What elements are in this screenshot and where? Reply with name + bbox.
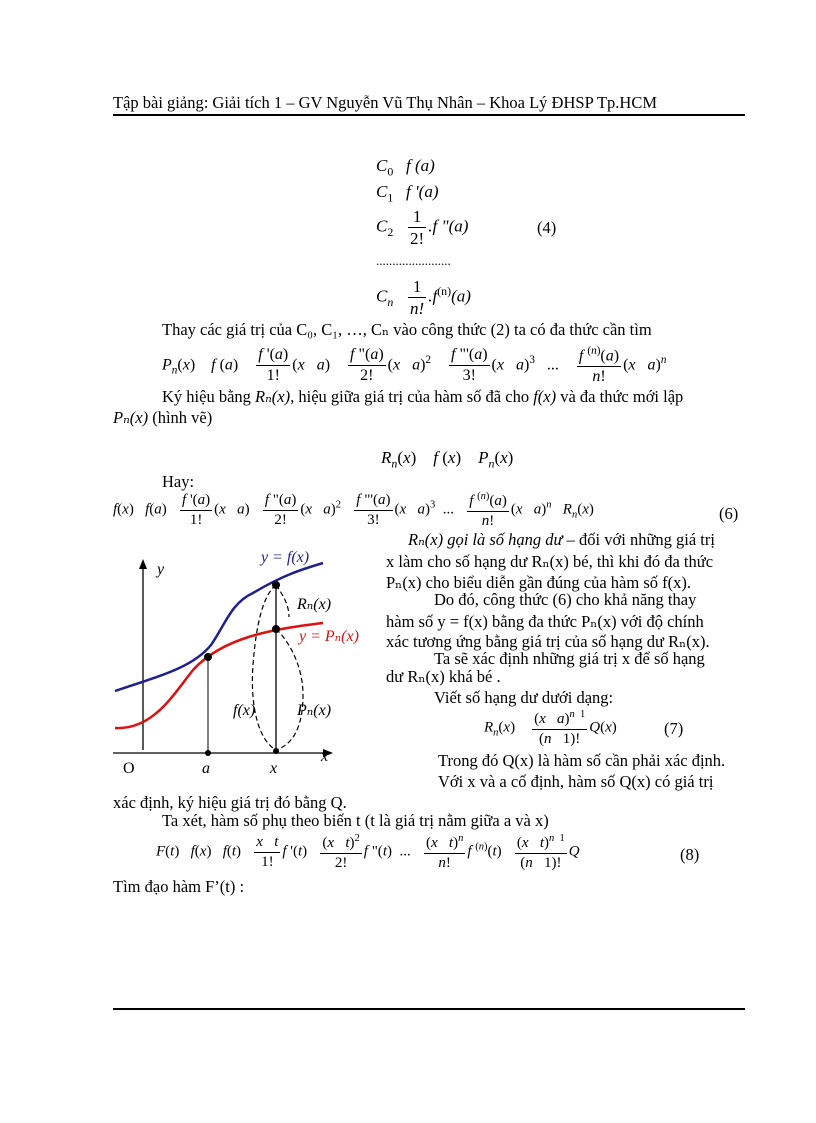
text-r7: Ta sẽ xác định những giá trị x để số hạng: [434, 649, 705, 668]
formula-pn: $P_n(x)$ f (a) $\frac{f '(a)}{1!}$ (x a) $\frac{f "(a)}{2!}$ (x a)$^2$ $\frac{f "'(a)}{3!}$ (x a)$^3$ ... $\frac{f ^{(n)}(a)}{n!}$ (x a)$^n$: [162, 345, 667, 386]
point-pn-x: [272, 625, 280, 633]
label-tick-a: a: [202, 760, 210, 777]
formula-aux-f: F(t) f(x) f(t) $\frac{\text{x t}}{1!}$ f '(t) $\frac{(x t)^2}{2!}$ f "(t) ... $\frac{(x t)^n}{n!}$ f $^{(n)}$(t) $\frac{(x t)^{n 1}}{(n 1)!}$ Q: [156, 833, 580, 871]
label-tick-x: x: [270, 760, 278, 777]
dashed-rn-brace: [276, 585, 289, 617]
text-r14: Tìm đạo hàm F’(t) :: [113, 877, 245, 896]
eq-number-8: (8): [680, 845, 700, 864]
dashed-f-ordinate: [252, 585, 276, 750]
coeff-c0: $C_0$ f (a): [376, 156, 435, 179]
text-remainder-def: Rₙ(x) gọi là số hạng dư – đối với những giá trị: [408, 530, 715, 549]
coeff-c2: $C_2$ $\frac{1}{2!}$ .f "(a): [376, 207, 469, 249]
text-r4: Do đó, công thức (6) cho khả năng thay: [434, 590, 697, 609]
label-pn-curve: y = Pₙ(x): [299, 628, 359, 645]
formula-remainder: $R_n(x)$ $\frac{(x a)^{n 1}}{(n 1)!}$ Q(x): [484, 709, 617, 747]
taylor-figure: [113, 545, 378, 780]
eq-number-7: (7): [664, 719, 684, 738]
label-f-curve: y = f(x): [261, 549, 310, 566]
text-r5: hàm số y = f(x) bằng đa thức Pₙ(x) với độ chính: [386, 612, 704, 631]
formula-rn: $R_n(x)$ f (x) $P_n(x)$: [381, 448, 514, 471]
text-r3: Pₙ(x) cho biểu diễn gần đúng của hàm số f(x).: [386, 573, 691, 592]
text-r6: xác tương ứng bằng giá trị của số hạng dư Rₙ(x).: [386, 632, 710, 651]
text-substitute: Thay các giá trị của C₀, C₁, …, Cₙ vào công thức (2) ta có đa thức cần tìm: [162, 320, 652, 339]
eq-number-4: (4): [537, 218, 557, 237]
text-notation-cont: Pₙ(x) (hình vẽ): [113, 408, 213, 427]
label-rn: Rₙ(x): [297, 596, 332, 613]
text-r9: Viết số hạng dư dưới dạng:: [434, 688, 614, 707]
label-x-axis: x: [321, 748, 329, 765]
text-r10: Trong đó Q(x) là hàm số cần phải xác định.: [438, 751, 726, 770]
formula-taylor: f(x) f(a) $\frac{f '(a)}{1!}$ (x a) $\frac{f "(a)}{2!}$ (x a)$^2$ $\frac{f "'(a)}{3!}$ (x a)$^3$ ... $\frac{f ^{(n)}(a)}{n!}$ (x a)$^n$ $R_n(x)$: [113, 491, 594, 529]
header-rule: [113, 114, 745, 116]
text-notation: Ký hiệu bằng Rₙ(x), hiệu giữa giá trị của hàm số đã cho f(x) và đa thức mới lập: [162, 387, 684, 406]
tick-x: [273, 748, 279, 754]
label-fx: f(x): [233, 702, 256, 719]
contact-point-a: [204, 653, 212, 661]
coeff-c1: $C_1$ f '(a): [376, 182, 439, 205]
coeff-cn: $C_n$ $\frac{1}{n!}$ $.f^{(n)}(a)$: [376, 277, 471, 319]
ellipsis-row: .......................: [376, 253, 451, 268]
footer-rule: [113, 1008, 745, 1010]
label-y-axis: y: [157, 561, 165, 578]
point-f-x: [272, 581, 280, 589]
eq-number-6: (6): [719, 504, 739, 523]
text-r13: Ta xét, hàm số phụ theo biến t (t là giá trị nằm giữa a và x): [162, 811, 549, 830]
y-axis-arrow-icon: [139, 559, 147, 569]
page-header: Tập bài giảng: Giải tích 1 – GV Nguyễn Vũ Thụ Nhân – Khoa Lý ĐHSP Tp.HCM: [113, 93, 658, 112]
label-px: Pₙ(x): [297, 702, 332, 719]
pn-curve: [115, 623, 323, 728]
text-r2: x làm cho số hạng dư Rₙ(x) bé, thì khi đó đa thức: [386, 552, 714, 571]
text-r8: dư Rₙ(x) khá bé .: [386, 667, 501, 686]
label-origin: O: [123, 760, 135, 777]
text-r11: Với x và a cố định, hàm số Q(x) có giá trị: [438, 772, 714, 791]
tick-a: [205, 750, 211, 756]
text-hay: Hay:: [162, 472, 195, 491]
dashed-pn-ordinate: [276, 629, 303, 750]
text-r12: xác định, ký hiệu giá trị đó bằng Q.: [113, 793, 347, 812]
